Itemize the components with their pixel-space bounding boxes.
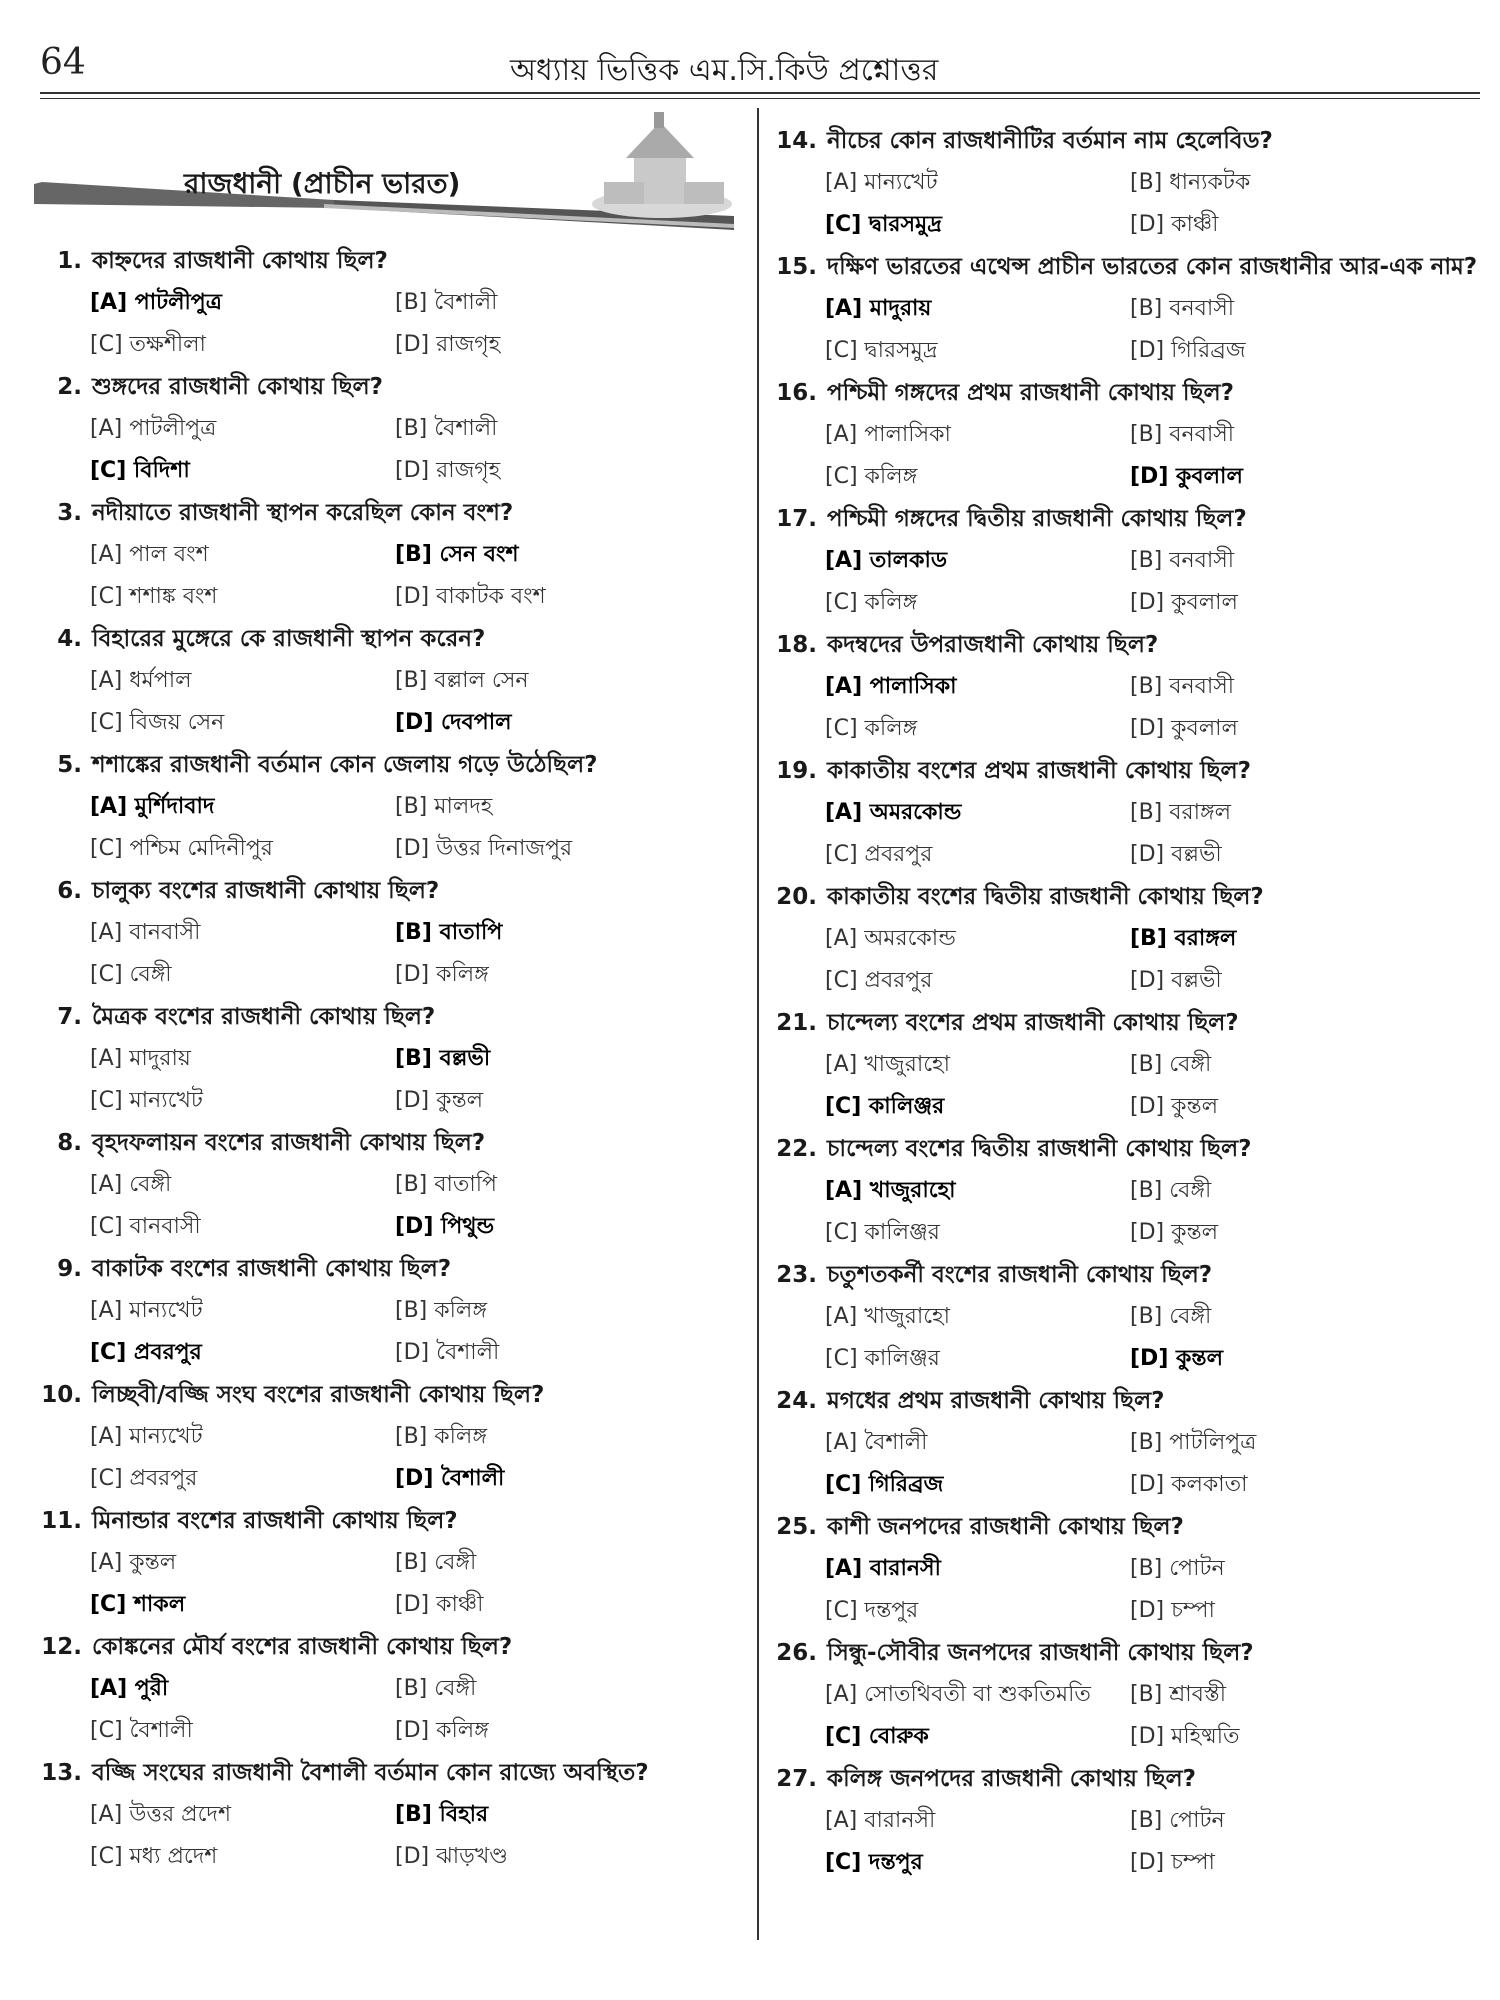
header-rule-thin <box>40 98 1480 99</box>
option: [C] তক্ষশীলা <box>90 332 206 357</box>
section-title: রাজধানী (প্রাচীন ভারত) <box>184 167 461 200</box>
question-item <box>775 246 1485 372</box>
question-text <box>40 1626 740 1668</box>
option: [C] শশাঙ্ক বংশ <box>90 584 218 609</box>
question-item <box>40 492 740 618</box>
option: [A] পালাসিকা <box>825 422 951 447</box>
option: [D] বল্লভী <box>1130 968 1222 993</box>
question-number: 6. <box>57 878 82 904</box>
question-text <box>40 1248 740 1290</box>
option: [C] কলিঙ্গ <box>825 716 918 741</box>
correct-option: [D] দেবপাল <box>395 710 512 735</box>
question-item <box>40 618 740 744</box>
question-text <box>775 1002 1485 1044</box>
question-text <box>40 1374 740 1416</box>
option: [D] চম্পা <box>1130 1598 1215 1623</box>
question-label: দক্ষিণ ভারতের এথেন্স প্রাচীন ভারতের কোন রাজধানীর আর-এক নাম? <box>827 254 1478 280</box>
question-label: নদীয়াতে রাজধানী স্থাপন করেছিল কোন বংশ? <box>92 500 514 526</box>
question-label: শশাঙ্কের রাজধানী বর্তমান কোন জেলায় গড়ে উঠেছিল? <box>92 752 598 778</box>
question-number: 8. <box>57 1130 82 1156</box>
option: [C] প্রবরপুর <box>825 842 933 867</box>
option: [D] বৈশালী <box>395 1340 500 1365</box>
question-label: লিচ্ছবী/বজ্জি সংঘ বংশের রাজধানী কোথায় ছিল? <box>92 1382 545 1408</box>
question-item <box>40 1248 740 1374</box>
question-text <box>40 1500 740 1542</box>
question-number: 23. <box>776 1262 817 1288</box>
question-number: 18. <box>776 632 817 658</box>
question-label: চালুক্য বংশের রাজধানী কোথায় ছিল? <box>92 878 440 904</box>
options-grid <box>775 414 1485 498</box>
option: [B] বল্লাল সেন <box>395 668 529 693</box>
option: [B] বরাঙ্গল <box>1130 800 1231 825</box>
question-label: মিনান্ডার বংশের রাজধানী কোথায় ছিল? <box>92 1508 458 1534</box>
question-number: 12. <box>41 1634 82 1660</box>
question-label: কোঙ্কনের মৌর্য বংশের রাজধানী কোথায় ছিল? <box>92 1634 513 1660</box>
left-column <box>40 240 740 1878</box>
option: [C] বেঙ্গী <box>90 962 172 987</box>
correct-option: [B] সেন বংশ <box>395 542 519 567</box>
option: [D] কুন্তল <box>1130 1220 1219 1245</box>
question-item <box>775 624 1485 750</box>
options-grid <box>40 1668 740 1752</box>
question-text <box>40 618 740 660</box>
options-grid <box>775 1044 1485 1128</box>
header-rule-thick <box>40 92 1480 94</box>
right-column <box>775 120 1485 1884</box>
question-text <box>775 498 1485 540</box>
option: [C] কলিঙ্গ <box>825 464 918 489</box>
option: [D] বাকাটক বংশ <box>395 584 546 609</box>
option: [D] উত্তর দিনাজপুর <box>395 836 573 861</box>
question-item <box>775 1758 1485 1884</box>
option: [B] বৈশালী <box>395 416 498 441</box>
option: [D] কলকাতা <box>1130 1472 1248 1497</box>
option: [A] সোতথিবতী বা শুকতিমতি <box>825 1682 1091 1707</box>
question-item <box>775 876 1485 1002</box>
option: [C] বৈশালী <box>90 1718 193 1743</box>
correct-option: [D] কুবলাল <box>1130 464 1243 489</box>
question-text <box>775 246 1485 288</box>
question-item <box>775 1254 1485 1380</box>
question-label: বাকাটক বংশের রাজধানী কোথায় ছিল? <box>92 1256 452 1282</box>
question-label: কলিঙ্গ জনপদের রাজধানী কোথায় ছিল? <box>827 1766 1196 1792</box>
correct-option: [B] বরাঙ্গল <box>1130 926 1237 951</box>
correct-option: [A] বারানসী <box>825 1556 941 1581</box>
option: [A] বারানসী <box>825 1808 936 1833</box>
question-text <box>775 1380 1485 1422</box>
option: [B] বেঙ্গী <box>1130 1052 1212 1077</box>
question-number: 21. <box>776 1010 817 1036</box>
section-banner <box>34 112 744 242</box>
question-item <box>40 1626 740 1752</box>
option: [A] পাটলীপুত্র <box>90 416 217 441</box>
option: [D] কুবলাল <box>1130 590 1238 615</box>
option: [A] পাল বংশ <box>90 542 209 567</box>
option: [A] মাদুরায় <box>90 1046 191 1071</box>
question-item <box>40 366 740 492</box>
option: [D] মহিষ্মতি <box>1130 1724 1240 1749</box>
options-grid <box>775 162 1485 246</box>
option: [B] পাটলিপুত্র <box>1130 1430 1257 1455</box>
question-number: 13. <box>41 1760 82 1786</box>
options-grid <box>775 1548 1485 1632</box>
correct-option: [C] কালিঞ্জর <box>825 1094 945 1119</box>
question-label: বিহারের মুঙ্গেরে কে রাজধানী স্থাপন করেন? <box>92 626 486 652</box>
correct-option: [A] তালকাড <box>825 548 948 573</box>
option: [B] বেঙ্গী <box>395 1676 477 1701</box>
option: [C] কলিঙ্গ <box>825 590 918 615</box>
question-label: মগধের প্রথম রাজধানী কোথায় ছিল? <box>827 1388 1165 1414</box>
question-number: 27. <box>776 1766 817 1792</box>
correct-option: [C] দন্তপুর <box>825 1850 923 1875</box>
question-number: 5. <box>57 752 82 778</box>
question-number: 3. <box>57 500 82 526</box>
question-label: চান্দেল্য বংশের দ্বিতীয় রাজধানী কোথায় ছিল? <box>827 1136 1252 1162</box>
correct-option: [A] পালাসিকা <box>825 674 957 699</box>
option: [B] পোটন <box>1130 1556 1225 1581</box>
page-header <box>40 36 1480 86</box>
question-item <box>775 750 1485 876</box>
question-label: চান্দেল্য বংশের প্রথম রাজধানী কোথায় ছিল? <box>827 1010 1239 1036</box>
option: [A] উত্তর প্রদেশ <box>90 1802 232 1827</box>
question-item <box>40 240 740 366</box>
option: [D] বল্লভী <box>1130 842 1222 867</box>
option: [D] কুবলাল <box>1130 716 1238 741</box>
question-item <box>775 1506 1485 1632</box>
option: [B] কলিঙ্গ <box>395 1298 487 1323</box>
option: [A] মান্যখেট <box>90 1424 203 1449</box>
question-number: 25. <box>776 1514 817 1540</box>
correct-option: [B] বল্লভী <box>395 1046 491 1071</box>
question-text <box>775 120 1485 162</box>
correct-option: [B] বিহার <box>395 1802 489 1827</box>
question-number: 22. <box>776 1136 817 1162</box>
column-divider <box>757 108 759 1940</box>
correct-option: [C] শাকল <box>90 1592 186 1617</box>
correct-option: [D] পিথুন্ড <box>395 1214 495 1239</box>
question-item <box>775 372 1485 498</box>
question-label: পশ্চিমী গঙ্গদের দ্বিতীয় রাজধানী কোথায় ছিল? <box>827 506 1247 532</box>
question-number: 19. <box>776 758 817 784</box>
options-grid <box>40 1290 740 1374</box>
option: [D] ঝাড়খণ্ড <box>395 1844 508 1869</box>
option: [B] শ্রাবস্তী <box>1130 1682 1226 1707</box>
question-label: চতুশতকর্নী বংশের রাজধানী কোথায় ছিল? <box>827 1262 1213 1288</box>
option: [B] বনবাসী <box>1130 296 1235 321</box>
question-text <box>775 750 1485 792</box>
options-grid <box>775 1674 1485 1758</box>
options-grid <box>775 666 1485 750</box>
options-grid <box>775 792 1485 876</box>
question-label: বজ্জি সংঘের রাজধানী বৈশালী বর্তমান কোন রাজ্যে অবস্থিত? <box>92 1760 649 1786</box>
question-text <box>40 870 740 912</box>
option: [A] ধর্মপাল <box>90 668 192 693</box>
option: [B] বনবাসী <box>1130 422 1235 447</box>
options-grid <box>40 912 740 996</box>
option: [C] পশ্চিম মেদিনীপুর <box>90 836 273 861</box>
correct-option: [A] অমরকোন্ড <box>825 800 962 825</box>
option: [B] পোটন <box>1130 1808 1225 1833</box>
option: [C] প্রবরপুর <box>90 1466 198 1491</box>
question-text <box>40 996 740 1038</box>
page-title: অধ্যায় ভিত্তিক এম.সি.কিউ প্রশ্নোত্তর <box>510 53 939 88</box>
question-number: 17. <box>776 506 817 532</box>
question-label: কাহ্নদের রাজধানী কোথায় ছিল? <box>92 248 388 274</box>
option: [B] কলিঙ্গ <box>395 1424 487 1449</box>
correct-option: [C] বোরুক <box>825 1724 929 1749</box>
question-text <box>40 240 740 282</box>
question-label: বৃহদফলায়ন বংশের রাজধানী কোথায় ছিল? <box>92 1130 486 1156</box>
question-item <box>40 1752 740 1878</box>
question-number: 7. <box>57 1004 82 1030</box>
option: [D] কাঞ্চী <box>395 1592 484 1617</box>
options-grid <box>40 1164 740 1248</box>
question-number: 4. <box>57 626 82 652</box>
option: [D] চম্পা <box>1130 1850 1215 1875</box>
question-label: কাশী জনপদের রাজধানী কোথায় ছিল? <box>827 1514 1184 1540</box>
option: [B] বেঙ্গী <box>1130 1178 1212 1203</box>
options-grid <box>40 282 740 366</box>
option: [D] কাঞ্চী <box>1130 212 1219 237</box>
option: [A] মান্যখেট <box>825 170 938 195</box>
question-text <box>775 1506 1485 1548</box>
option: [C] বানবাসী <box>90 1214 201 1239</box>
question-text <box>775 1254 1485 1296</box>
option: [B] বৈশালী <box>395 290 498 315</box>
question-item <box>40 1122 740 1248</box>
question-item <box>40 744 740 870</box>
question-text <box>775 1632 1485 1674</box>
option: [D] গিরিব্রজ <box>1130 338 1246 363</box>
option: [D] কুন্তল <box>395 1088 484 1113</box>
temple-illustration-icon <box>592 112 732 218</box>
correct-option: [C] গিরিব্রজ <box>825 1472 944 1497</box>
question-number: 16. <box>776 380 817 406</box>
option: [D] কলিঙ্গ <box>395 1718 489 1743</box>
correct-option: [C] প্রবরপুর <box>90 1340 202 1365</box>
question-text <box>775 1128 1485 1170</box>
question-item <box>40 996 740 1122</box>
option: [A] বৈশালী <box>825 1430 928 1455</box>
options-grid <box>40 1038 740 1122</box>
option: [D] রাজগৃহ <box>395 458 501 483</box>
option: [C] কালিঞ্জর <box>825 1346 940 1371</box>
question-item <box>775 1128 1485 1254</box>
question-text <box>775 624 1485 666</box>
correct-option: [D] কুন্তল <box>1130 1346 1223 1371</box>
option: [A] কুন্তল <box>90 1550 177 1575</box>
question-number: 9. <box>57 1256 82 1282</box>
option: [B] মালদহ <box>395 794 493 819</box>
options-grid <box>40 660 740 744</box>
option: [B] বেঙ্গী <box>395 1550 477 1575</box>
options-grid <box>40 786 740 870</box>
correct-option: [B] বাতাপি <box>395 920 503 945</box>
correct-option: [D] বৈশালী <box>395 1466 505 1491</box>
correct-option: [A] মুর্শিদাবাদ <box>90 794 215 819</box>
question-item <box>775 498 1485 624</box>
question-number: 1. <box>57 248 82 274</box>
question-number: 10. <box>41 1382 82 1408</box>
question-text <box>775 1758 1485 1800</box>
question-label: কদম্বদের উপরাজধানী কোথায় ছিল? <box>827 632 1159 658</box>
question-label: শুঙ্গদের রাজধানী কোথায় ছিল? <box>92 374 384 400</box>
correct-option: [A] মাদুরায় <box>825 296 932 321</box>
option: [B] বনবাসী <box>1130 548 1235 573</box>
option: [A] বানবাসী <box>90 920 201 945</box>
question-number: 15. <box>776 254 817 280</box>
option: [D] রাজগৃহ <box>395 332 501 357</box>
question-label: কাকাতীয় বংশের দ্বিতীয় রাজধানী কোথায় ছিল? <box>827 884 1264 910</box>
options-grid <box>40 1542 740 1626</box>
correct-option: [A] পুরী <box>90 1676 169 1701</box>
question-label: নীচের কোন রাজধানীটির বর্তমান নাম হেলেবিড? <box>827 128 1273 154</box>
question-text <box>775 372 1485 414</box>
options-grid <box>775 288 1485 372</box>
options-grid <box>775 1296 1485 1380</box>
option: [C] দন্তপুর <box>825 1598 919 1623</box>
option: [A] খাজুরাহো <box>825 1052 950 1077</box>
option: [C] দ্বারসমুদ্র <box>825 338 938 363</box>
question-label: পশ্চিমী গঙ্গদের প্রথম রাজধানী কোথায় ছিল? <box>827 380 1234 406</box>
question-text <box>40 1122 740 1164</box>
option: [C] প্রবরপুর <box>825 968 933 993</box>
option: [B] বনবাসী <box>1130 674 1235 699</box>
question-text <box>40 492 740 534</box>
question-number: 2. <box>57 374 82 400</box>
options-grid <box>775 540 1485 624</box>
question-number: 11. <box>41 1508 82 1534</box>
question-number: 24. <box>776 1388 817 1414</box>
question-item <box>40 1374 740 1500</box>
option: [D] কুন্তল <box>1130 1094 1219 1119</box>
question-label: সিন্ধু-সৌবীর জনপদের রাজধানী কোথায় ছিল? <box>827 1640 1254 1666</box>
question-label: কাকাতীয় বংশের প্রথম রাজধানী কোথায় ছিল? <box>827 758 1251 784</box>
question-item <box>775 120 1485 246</box>
question-number: 26. <box>776 1640 817 1666</box>
options-grid <box>775 918 1485 1002</box>
option: [A] মান্যখেট <box>90 1298 203 1323</box>
question-text <box>40 744 740 786</box>
option: [C] মধ্য প্রদেশ <box>90 1844 218 1869</box>
correct-option: [C] দ্বারসমুদ্র <box>825 212 942 237</box>
question-item <box>775 1002 1485 1128</box>
options-grid <box>775 1422 1485 1506</box>
options-grid <box>40 1794 740 1878</box>
options-grid <box>40 534 740 618</box>
correct-option: [C] বিদিশা <box>90 458 190 483</box>
option: [C] বিজয় সেন <box>90 710 225 735</box>
correct-option: [A] খাজুরাহো <box>825 1178 956 1203</box>
question-text <box>775 876 1485 918</box>
option: [A] খাজুরাহো <box>825 1304 950 1329</box>
question-text <box>40 1752 740 1794</box>
option: [B] ধান্যকটক <box>1130 170 1251 195</box>
question-item <box>775 1632 1485 1758</box>
option: [B] বাতাপি <box>395 1172 497 1197</box>
question-number: 14. <box>776 128 817 154</box>
option: [C] মান্যখেট <box>90 1088 203 1113</box>
option: [A] অমরকোন্ড <box>825 926 956 951</box>
question-text <box>40 366 740 408</box>
options-grid <box>40 1416 740 1500</box>
options-grid <box>40 408 740 492</box>
question-item <box>775 1380 1485 1506</box>
question-item <box>40 1500 740 1626</box>
options-grid <box>775 1170 1485 1254</box>
correct-option: [A] পাটলীপুত্র <box>90 290 222 315</box>
options-grid <box>775 1800 1485 1884</box>
option: [B] বেঙ্গী <box>1130 1304 1212 1329</box>
option: [C] কালিঞ্জর <box>825 1220 940 1245</box>
option: [A] বেঙ্গী <box>90 1172 172 1197</box>
question-number: 20. <box>776 884 817 910</box>
question-item <box>40 870 740 996</box>
option: [D] কলিঙ্গ <box>395 962 489 987</box>
page-number: 64 <box>40 42 86 83</box>
question-label: মৈত্রক বংশের রাজধানী কোথায় ছিল? <box>92 1004 436 1030</box>
